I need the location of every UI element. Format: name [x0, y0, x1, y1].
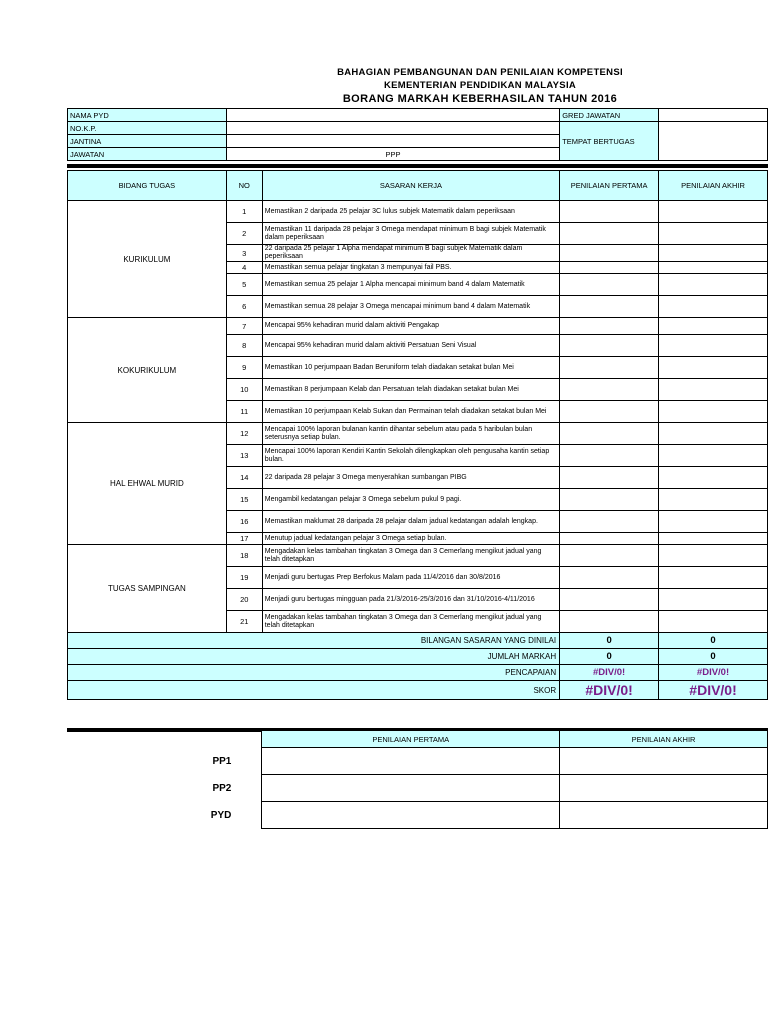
label-nokp: NO.K.P. [68, 122, 227, 135]
field-jawatan[interactable]: PPP [226, 148, 559, 161]
sasaran-kerja-text: Menutup jadual kedatangan pelajar 3 Omega setiap bulan. [262, 533, 559, 545]
sasaran-kerja-text: Memastikan 10 perjumpaan Kelab Sukan dan Permainan telah diadakan setakat bulan Mei [262, 401, 559, 423]
row-number: 19 [226, 567, 262, 589]
score-akhir-cell[interactable] [659, 589, 768, 611]
sasaran-kerja-text: Mengadakan kelas tambahan tingkatan 3 Omega dan 3 Cemerlang mengikut jadual yang telah ditetapkan [262, 545, 559, 567]
row-number: 8 [226, 335, 262, 357]
score-pertama-cell[interactable] [560, 274, 659, 296]
score-akhir-cell[interactable] [659, 201, 768, 223]
form-title: BORANG MARKAH KEBERHASILAN TAHUN 2016 [342, 93, 618, 105]
score-pertama-cell[interactable] [560, 296, 659, 318]
score-akhir-cell[interactable] [659, 423, 768, 445]
sasaran-kerja-text: Memastikan 2 daripada 25 pelajar 3C lulus subjek Matematik dalam peperiksaan [262, 201, 559, 223]
sasaran-kerja-text: Memastikan semua pelajar tingkatan 3 mempunyai fail PBS. [262, 262, 559, 274]
score-pertama-cell[interactable] [560, 423, 659, 445]
pencapaian-label: PENCAPAIAN [68, 665, 560, 681]
pencapaian-akhir: #DIV/0! [659, 665, 768, 681]
sasaran-kerja-text: Menjadi guru bertugas Prep Berfokus Malam pada 11/4/2016 dan 30/8/2016 [262, 567, 559, 589]
score-akhir-cell[interactable] [659, 262, 768, 274]
row-number: 15 [226, 489, 262, 511]
row-number: 11 [226, 401, 262, 423]
score-pertama-cell[interactable] [560, 401, 659, 423]
score-akhir-cell[interactable] [659, 335, 768, 357]
score-pertama-cell[interactable] [560, 379, 659, 401]
target-rows [68, 201, 768, 633]
col-penilaian-akhir: PENILAIAN AKHIR [659, 171, 768, 201]
label-jawatan: JAWATAN [68, 148, 227, 161]
sasaran-kerja-text: Mencapai 100% laporan Kendiri Kantin Sekolah dilengkapkan oleh pengusaha kantin setiap bulan. [262, 445, 559, 467]
sasaran-kerja-text: Memastikan semua 25 pelajar 1 Alpha mencapai minimum band 4 dalam Matematik [262, 274, 559, 296]
row-number: 20 [226, 589, 262, 611]
score-pertama-cell[interactable] [560, 223, 659, 245]
bidang-tugas-cell: KOKURIKULUM [68, 318, 227, 423]
score-pertama-cell[interactable] [560, 589, 659, 611]
score-pertama-cell[interactable] [560, 357, 659, 379]
col-no: NO [226, 171, 262, 201]
bidang-tugas-cell: KURIKULUM [68, 201, 227, 318]
score-pertama-cell[interactable] [560, 245, 659, 262]
sasaran-kerja-text: Mengadakan kelas tambahan tingkatan 3 Omega dan 3 Cemerlang mengikut jadual yang telah ditetapkan [262, 611, 559, 633]
label-nama-pyd: NAMA PYD [68, 109, 227, 122]
sasaran-kerja-text: Memastikan 8 perjumpaan Kelab dan Persatuan telah diadakan setakat bulan Mei [262, 379, 559, 401]
score-akhir-cell[interactable] [659, 611, 768, 633]
field-nama-pyd[interactable] [226, 109, 559, 122]
sasaran-kerja-text: Mencapai 95% kehadiran murid dalam aktiviti Persatuan Seni Visual [262, 335, 559, 357]
score-akhir-cell[interactable] [659, 296, 768, 318]
row-number: 4 [226, 262, 262, 274]
score-pertama-cell[interactable] [560, 511, 659, 533]
row-number: 21 [226, 611, 262, 633]
sig-pyd-akhir[interactable] [560, 802, 768, 829]
score-pertama-cell[interactable] [560, 467, 659, 489]
score-akhir-cell[interactable] [659, 511, 768, 533]
score-akhir-cell[interactable] [659, 567, 768, 589]
score-akhir-cell[interactable] [659, 445, 768, 467]
target-row [68, 201, 768, 223]
score-pertama-cell[interactable] [560, 611, 659, 633]
row-number: 1 [226, 201, 262, 223]
bilangan-pertama: 0 [560, 633, 659, 649]
score-akhir-cell[interactable] [659, 401, 768, 423]
field-nokp[interactable] [226, 122, 559, 135]
sasaran-kerja-text: Memastikan semua 28 pelajar 3 Omega mencapai minimum band 4 dalam Matematik [262, 296, 559, 318]
jumlah-label: JUMLAH MARKAH [68, 649, 560, 665]
sig-pp1-akhir[interactable] [560, 748, 768, 775]
sasaran-kerja-text: 22 daripada 25 pelajar 1 Alpha mendapat minimum B bagi subjek Matematik dalam peperiksaan [262, 245, 559, 262]
score-pertama-cell[interactable] [560, 533, 659, 545]
bidang-tugas-cell: TUGAS SAMPINGAN [68, 545, 227, 633]
score-akhir-cell[interactable] [659, 223, 768, 245]
score-akhir-cell[interactable] [659, 467, 768, 489]
skor-pertama: #DIV/0! [560, 681, 659, 700]
row-number: 16 [226, 511, 262, 533]
score-pertama-cell[interactable] [560, 262, 659, 274]
score-pertama-cell[interactable] [560, 545, 659, 567]
sig-col-pertama: PENILAIAN PERTAMA [262, 731, 560, 748]
bidang-tugas-cell: HAL EHWAL MURID [68, 423, 227, 545]
skor-akhir: #DIV/0! [659, 681, 768, 700]
label-gred-jawatan: GRED JAWATAN [560, 109, 659, 122]
sasaran-kerja-text: Mencapai 100% laporan bulanan kantin dihantar sebelum atau pada 5 haribulan bulan seterusnya setiap bulan. [262, 423, 559, 445]
row-number: 10 [226, 379, 262, 401]
score-pertama-cell[interactable] [560, 335, 659, 357]
sig-pp1-pertama[interactable] [262, 748, 560, 775]
sig-pp2-akhir[interactable] [560, 775, 768, 802]
row-number: 18 [226, 545, 262, 567]
col-sasaran-kerja: SASARAN KERJA [262, 171, 559, 201]
sasaran-kerja-text: Memastikan 11 daripada 28 pelajar 3 Omega mendapat minimum B bagi subjek Matematik dalam peperiksaan [262, 223, 559, 245]
jumlah-pertama: 0 [560, 649, 659, 665]
target-row [68, 545, 768, 567]
field-tempat-bertugas[interactable] [659, 122, 768, 161]
row-number: 3 [226, 245, 262, 262]
score-akhir-cell[interactable] [659, 545, 768, 567]
sig-label-pp1: PP1 [212, 755, 232, 767]
score-akhir-cell[interactable] [659, 274, 768, 296]
sig-label-pyd: PYD [210, 809, 232, 821]
score-akhir-cell[interactable] [659, 245, 768, 262]
score-akhir-cell[interactable] [659, 357, 768, 379]
score-pertama-cell[interactable] [560, 318, 659, 335]
col-penilaian-pertama: PENILAIAN PERTAMA [560, 171, 659, 201]
sasaran-kerja-text: Memastikan maklumat 28 daripada 28 pelajar dalam jadual kedatangan adalah lengkap. [262, 511, 559, 533]
target-row [68, 318, 768, 335]
row-number: 2 [226, 223, 262, 245]
row-number: 6 [226, 296, 262, 318]
skor-label: SKOR [68, 681, 560, 700]
pencapaian-pertama: #DIV/0! [560, 665, 659, 681]
sig-pyd-pertama[interactable] [262, 802, 560, 829]
label-jantina: JANTINA [68, 135, 227, 148]
signature-table [67, 730, 768, 829]
row-number: 12 [226, 423, 262, 445]
score-akhir-cell[interactable] [659, 533, 768, 545]
sig-label-pp2: PP2 [212, 782, 232, 794]
section-divider [67, 164, 768, 168]
row-number: 7 [226, 318, 262, 335]
sig-col-akhir: PENILAIAN AKHIR [560, 731, 768, 748]
row-number: 9 [226, 357, 262, 379]
score-akhir-cell[interactable] [659, 489, 768, 511]
bilangan-label: BILANGAN SASARAN YANG DINILAI [68, 633, 560, 649]
target-table [67, 170, 768, 700]
row-number: 13 [226, 445, 262, 467]
score-pertama-cell[interactable] [560, 489, 659, 511]
sig-pp2-pertama[interactable] [262, 775, 560, 802]
col-bidang-tugas: BIDANG TUGAS [68, 171, 227, 201]
score-pertama-cell[interactable] [560, 201, 659, 223]
row-number: 5 [226, 274, 262, 296]
jumlah-akhir: 0 [659, 649, 768, 665]
ministry-title: KEMENTERIAN PENDIDIKAN MALAYSIA [383, 80, 577, 91]
bilangan-akhir: 0 [659, 633, 768, 649]
row-number: 14 [226, 467, 262, 489]
sasaran-kerja-text: Menjadi guru bertugas mingguan pada 21/3/2016-25/3/2016 dan 31/10/2016-4/11/2016 [262, 589, 559, 611]
sasaran-kerja-text: 22 daripada 28 pelajar 3 Omega menyerahkan sumbangan PIBG [262, 467, 559, 489]
score-pertama-cell[interactable] [560, 567, 659, 589]
department-title: BAHAGIAN PEMBANGUNAN DAN PENILAIAN KOMPETENSI [337, 67, 623, 78]
score-pertama-cell[interactable] [560, 445, 659, 467]
info-table [67, 108, 768, 161]
sasaran-kerja-text: Memastikan 10 perjumpaan Badan Beruniform telah diadakan setakat bulan Mei [262, 357, 559, 379]
sasaran-kerja-text: Mencapai 95% kehadiran murid dalam aktiviti Pengakap [262, 318, 559, 335]
target-row [68, 423, 768, 445]
label-tempat-bertugas: TEMPAT BERTUGAS [560, 122, 659, 161]
field-gred-jawatan[interactable] [659, 109, 768, 122]
sasaran-kerja-text: Mengambil kedatangan pelajar 3 Omega sebelum pukul 9 pagi. [262, 489, 559, 511]
row-number: 17 [226, 533, 262, 545]
score-akhir-cell[interactable] [659, 379, 768, 401]
field-jantina[interactable] [226, 135, 559, 148]
score-akhir-cell[interactable] [659, 318, 768, 335]
